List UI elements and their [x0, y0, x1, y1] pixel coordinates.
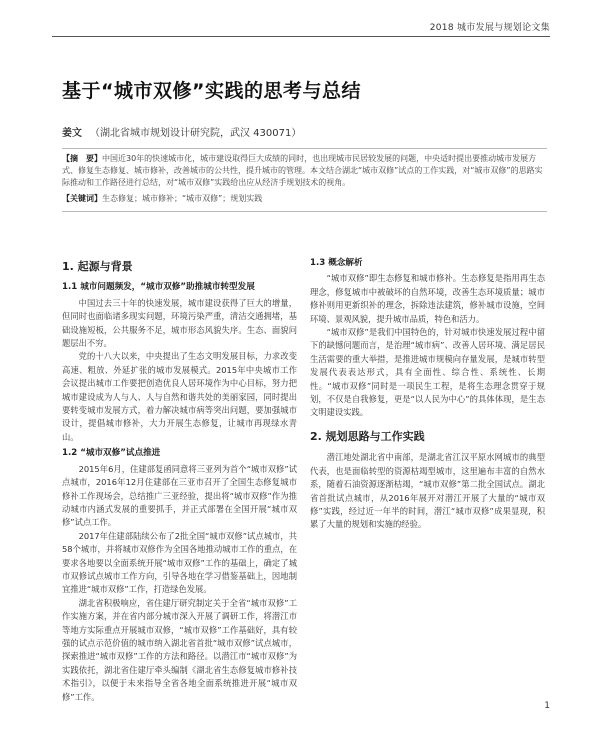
- abstract-text: 中国近30年的快速城市化，城市建设取得巨大成绩的同时，也出现城市民居较发展的问题，中央适时提出要推动城市发展方式、修复生态修复、城市修补，改善城市的公共性，提升城市的管理。本文结合湖北“城市双修”试点的工作实践，对“城市双修”的思路实际推动和工作路径进行总结，对“城市双修”实践给出应从经济手规划技术的视角。: [62, 154, 543, 187]
- paper-title: 基于“城市双修”实践的思考与总结: [62, 80, 361, 102]
- section-heading-1: 1. 起源与背景: [62, 260, 133, 273]
- abstract: [62, 153, 547, 189]
- paragraph: 中国过去三十年的快速发展，城市建设获得了巨大的增量，但同时也面临诸多现实问题，环境污染严重，清洁交通拥堵，基础设施短板，公共服务不足，城市形态风貌失序。生态、面貌问题层出不穷。: [62, 297, 297, 349]
- right-column: [310, 254, 545, 532]
- keywords-text: 生态修复；城市修补；“城市双修”；规划实践: [102, 194, 263, 203]
- abstract-label: 【摘 要】: [62, 154, 102, 163]
- subsection-heading-1-2: 1.2 “城市双修”试点推进: [62, 448, 161, 459]
- subsection-heading-1-1: 1.1 城市问题频发，“城市双修”助推城市转型发展: [62, 282, 255, 293]
- header-rule: [52, 36, 550, 37]
- left-column: [62, 254, 297, 704]
- section-heading-2: 2. 规划思路与工作实践: [310, 429, 425, 443]
- page-number: 1: [544, 701, 550, 711]
- paragraph: 潜江地处湖北省中南部，是湖北省江汉平原水网城市的典型代表，也是面临转型的资源枯竭型城市，这里遍布丰富的自然水系，随着石油资源逐渐枯竭，“城市双修”第二批全国试点。湖北省首批试点城市，从2016年展开对潜江开展了大量的“城市双修”实践，经过近一年半的时间，潜江“城市双修”成果显现，积累了大量的规划和实施的经验。: [310, 452, 545, 530]
- author-line: [62, 124, 301, 139]
- paragraph: 党的十八大以来，中央提出了生态文明发展目标，力求改变高速、粗放、外延扩张的城市发展模式。2015年中央城市工作会议提出城市工作要把创造优良人居环境作为中心目标，努力把城市建设成为人与人、人与自然和谐共处的美丽家园，同时提出要转变城市发展方式，着力解决城市病等突出问题，要加强城市设计，提倡城市修补，大力开展生态修复，让城市再现绿水青山。: [62, 351, 297, 442]
- author-affiliation: （湖北省城市规划设计研究院，武汉 430071）: [90, 128, 302, 139]
- paragraph: 2017年住建部陆续公布了2批全国“城市双修”试点城市，共58个城市，并将城市双修作为全国各地推动城市工作的重点，在要求各地要以全面系统开展“城市双修”工作的基础上，确定了城市双修试点城市工作方向，引导各地在学习借鉴基础上，因地制宜推进“城市双修”工作，打造绿色发展。: [62, 530, 297, 595]
- paragraph: “城市双修”即生态修复和城市修补。生态修复是指用再生态理念，修复城市中被破坏的自然环境，改善生态环境质量；城市修补则用更新织补的理念，拆除违法建筑，修补城市设施，空间环境、景观风貌，提升城市品质，特色和活力。: [310, 273, 545, 324]
- subsection-heading-1-3: 1.3 概念解析: [310, 258, 363, 268]
- running-header: 2018 城市发展与规划论文集: [429, 23, 550, 33]
- keywords: [62, 193, 547, 205]
- abstract-block: [62, 148, 547, 212]
- paragraph: 2015年6月，住建部复函同意将三亚列为首个“城市双修”试点城市，2016年12月住建部在三亚市召开了全国生态修复城市修补工作现场会，总结推广三亚经验，提出将“城市双修”作为推动城市内涵式发展的重要抓手，并正式部署在全国开展“城市双修”试点工作。: [62, 463, 297, 528]
- keywords-label: 【关键词】: [62, 194, 102, 203]
- paragraph: “城市双修”是我们中国特色的，针对城市快速发展过程中留下的缺憾问题而言，是治理“城市病”、改善人居环境、满足居民生活需要的重大举措，是推进城市规模向存量发展，是城市转型发展代表表达形式，具有全面性、综合性、系统性、长期性。“城市双修”同时是一项民生工程，是将生态理念贯穿于规划，不仅是自我修复，更是“以人民为中心”的具体体现，是生态文明建设实践。: [310, 327, 545, 418]
- author-name: 姜文: [62, 128, 82, 139]
- paragraph: 湖北省积极响应，省住建厅研究制定关于全省“城市双修”工作实施方案，并在省内部分城市深入开展了调研工作，将潜江市等地方实际重点开展城市双修，“城市双修”工作基础好，具有较强的试点示范价值的城市纳入湖北省首批“城市双修”试点城市，探索推进“城市双修”工作的方法和路径。以潜江市“城市双修”为实践依托，湖北省住建厅牵头编制《湖北省生态修复城市修补技术指引》，以便于未来指导全省各地全面系统推进开展“城市双修”工作。: [62, 597, 297, 702]
